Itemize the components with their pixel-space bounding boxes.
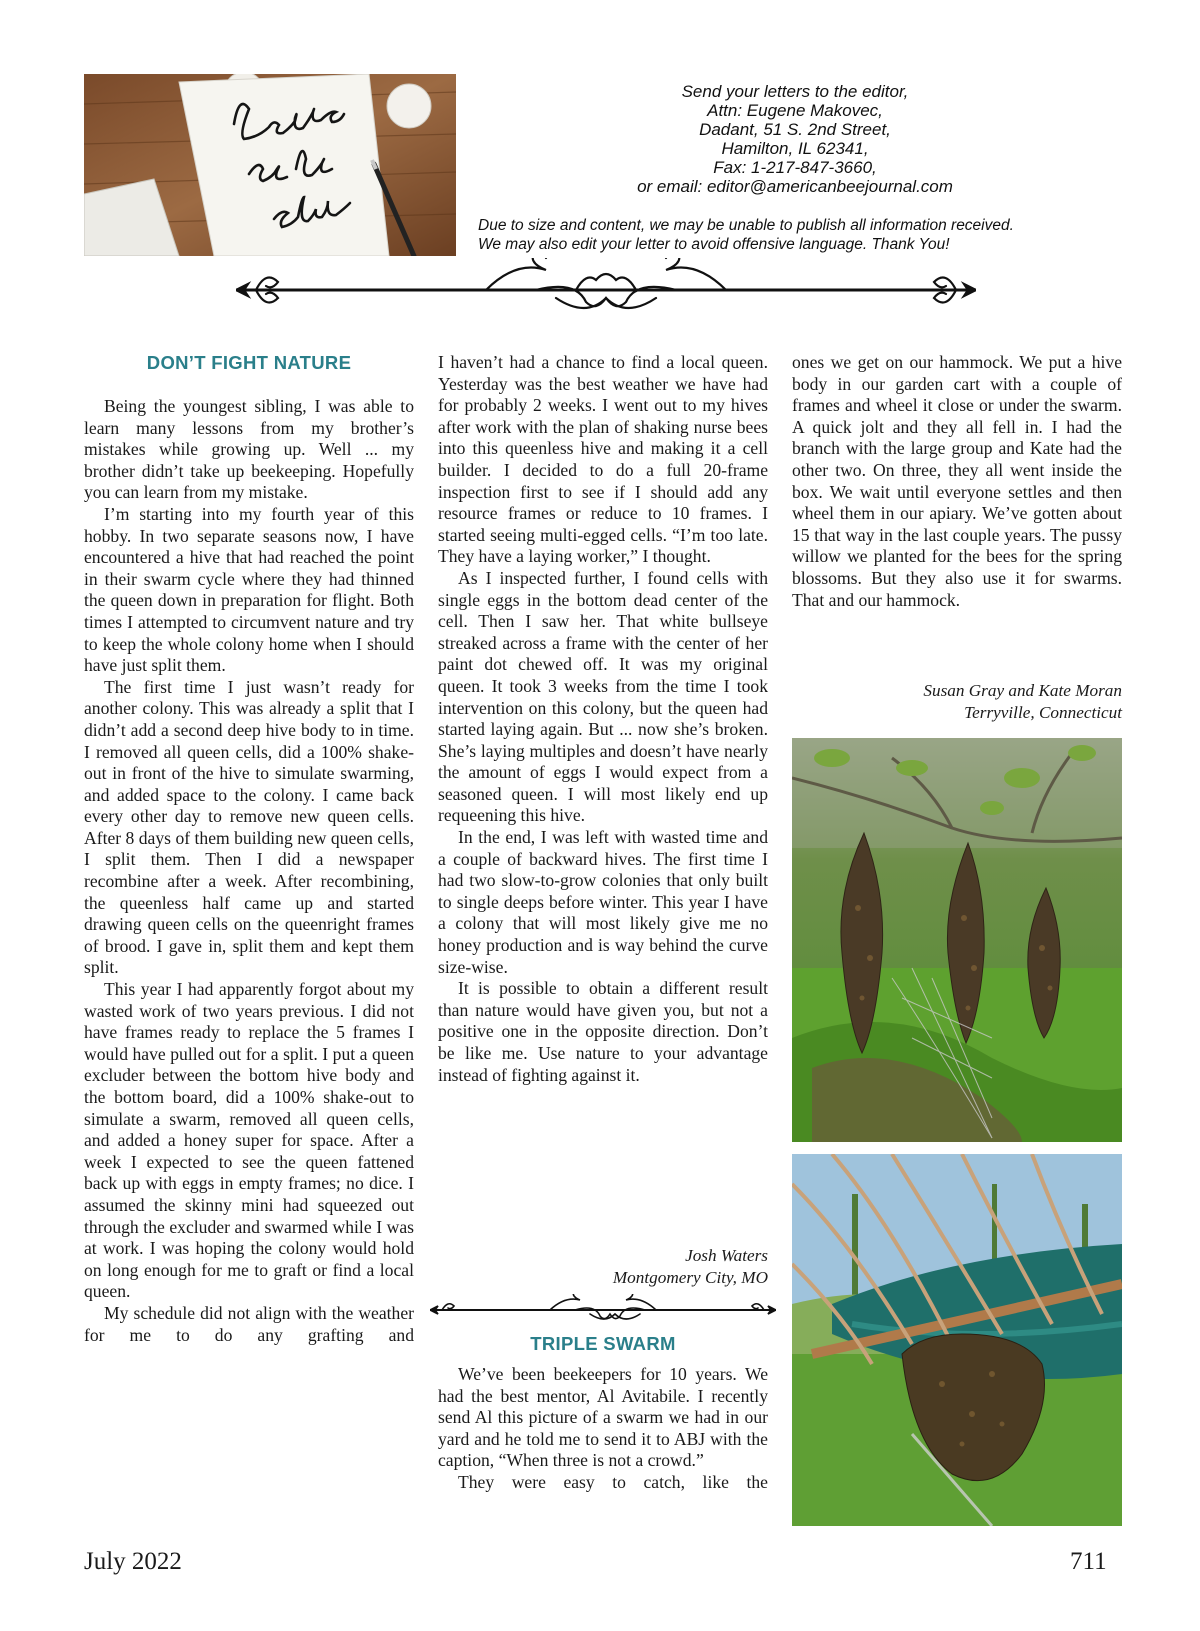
paragraph: I haven’t had a chance to find a local queen. Yesterday was the best weather we have had for probably 2 weeks. I went out to my hives after work with the plan of shaking nurse bees into this queenless hive and making it a cell builder. I decided to do a full 20-frame inspection first to see if I should add any resource frames or reduce to 10 frames. I started seeing multi-egged cells. “I’m too late. They have a laying worker,” I thought. xyxy=(438,352,768,567)
contact-line: Fax: 1-217-847-3660, xyxy=(713,158,877,177)
ornamental-divider xyxy=(236,258,976,318)
signature-name: Josh Waters xyxy=(685,1246,768,1265)
editor-contact-info xyxy=(560,82,1030,196)
signature-name: Susan Gray and Kate Moran xyxy=(923,681,1122,700)
letter-heading: TRIPLE SWARM xyxy=(530,1333,676,1354)
column-1 xyxy=(84,396,414,1346)
paragraph: They were easy to catch, like the xyxy=(458,1471,768,1492)
letter-to-editor-image xyxy=(84,74,456,256)
disclaimer-line: We may also edit your letter to avoid offensive language. Thank You! xyxy=(478,236,950,253)
paragraph: In the end, I was left with wasted time and a couple of backward hives. The first time I had two slow-to-grow colonies that only built to single deeps before winter. This year I have a colony that will most likely give me no honey production and is way behind the curve size-wise. xyxy=(438,827,768,977)
contact-email: or email: editor@americanbeejournal.com xyxy=(637,177,953,196)
contact-line: Attn: Eugene Makovec, xyxy=(707,101,883,120)
paragraph: This year I had apparently forgot about my wasted work of two years previous. I did not have frames ready to replace the 5 frames I would have pulled out for a split. I put a queen excluder between the bottom hive body and the bottom board, did a 100% shake-out to simulate a swarm, removed all queen cells, and added a honey super for space. After a week I expected to see the queen fattened back up with eggs in empty frames; no dice. I assumed the skinny mini had squeezed out through the excluder and swarmed while I was at work. I was hoping the colony would hold on long enough for me to graft or find a local queen. xyxy=(84,979,414,1302)
paragraph: We’ve been beekeepers for 10 years. We had the best mentor, Al Avitabile. I recently send Al this picture of a swarm we had in our yard and he told me to send it to ABJ with the caption, “When three is not a crowd.” xyxy=(438,1364,768,1471)
editor-disclaimer xyxy=(478,216,1118,254)
disclaimer-line: Due to size and content, we may be unable to publish all information received. xyxy=(478,217,1014,234)
column-2 xyxy=(438,352,768,1086)
paragraph: The first time I just wasn’t ready for another colony. This was already a split that I didn’t add a second deep hive body to in time. I removed all queen cells, did a 100% shake-out in front of the hive to simulate swarming, and added space to the colony. I came back every other day to remove new queen cells. After 8 days of them building new queen cells, I split them. Then I did a newspaper recombine after a week. After recombining, the queenless half came up and started drawing queen cells on the queenright frames of brood. I gave in, split them and kept them split. xyxy=(84,676,414,978)
letter-to-editor-illustration xyxy=(84,74,456,256)
contact-line: Hamilton, IL 62341, xyxy=(721,139,869,158)
paragraph: ones we get on our hammock. We put a hive body in our garden cart with a couple of frames and wheel it close or under the swarm. A quick jolt and they all fell in. I had the branch with the large group and Kate had the other two. On three, they all went inside the box. We wait until everyone settles and then wheel them in our apiary. We’ve gotten about 15 that way in the last couple years. The pussy willow we planted for the bees for the spring blossoms. But they also use it for swarms. That and our hammock. xyxy=(792,352,1122,610)
column-3 xyxy=(792,352,1122,611)
signature-location: Terryville, Connecticut xyxy=(964,703,1122,722)
letter-heading: DON’T FIGHT NATURE xyxy=(146,352,352,373)
hammock-swarm-photo xyxy=(792,1154,1122,1526)
paragraph: I’m starting into my fourth year of this hobby. In two separate seasons now, I have encountered a hive that had reached the point in their swarm cycle where they had thinned the queen down in preparation for flight. Both times I attempted to circumvent nature and try to keep the whole colony home when I should have just split them. xyxy=(84,503,414,676)
issue-date: July 2022 xyxy=(84,1548,182,1575)
contact-line: Send your letters to the editor, xyxy=(681,82,909,101)
paragraph: Being the youngest sibling, I was able to learn many lessons from my brother’s mistakes while growing up. Well ... my brother didn’t take up beekeeping. Hopefully you can learn from my mistake. xyxy=(84,396,414,503)
page-number: 711 xyxy=(1070,1548,1107,1575)
paragraph: As I inspected further, I found cells with single eggs in the bottom dead center of the cell. Then I saw her. That white bullseye streaked across a frame with the center of her paint dot chewed off. It was my original queen. It took 3 weeks from the time I took intervention on this colony, but the queen had started laying again. But ... now she’s broken. She’s laying multiples and doesn’t have nearly the amount of eggs I would expect from a seasoned queen. I will most likely end up requeening this hive. xyxy=(438,567,768,826)
triple-swarm-photo xyxy=(792,738,1122,1142)
column-2-lower xyxy=(438,1364,768,1494)
letter-signature xyxy=(792,680,1122,724)
contact-line: Dadant, 51 S. 2nd Street, xyxy=(699,120,891,139)
paragraph: It is possible to obtain a different result than nature would have given you, but not a positive one in the opposite direction. Don’t be like me. Use nature to your advantage instead of fighting against it. xyxy=(438,978,768,1085)
signature-location: Montgomery City, MO xyxy=(612,1268,768,1287)
paragraph: My schedule did not align with the weather for me to do any grafting and xyxy=(84,1302,414,1345)
small-ornamental-divider xyxy=(430,1294,776,1324)
letter-signature xyxy=(438,1245,768,1289)
